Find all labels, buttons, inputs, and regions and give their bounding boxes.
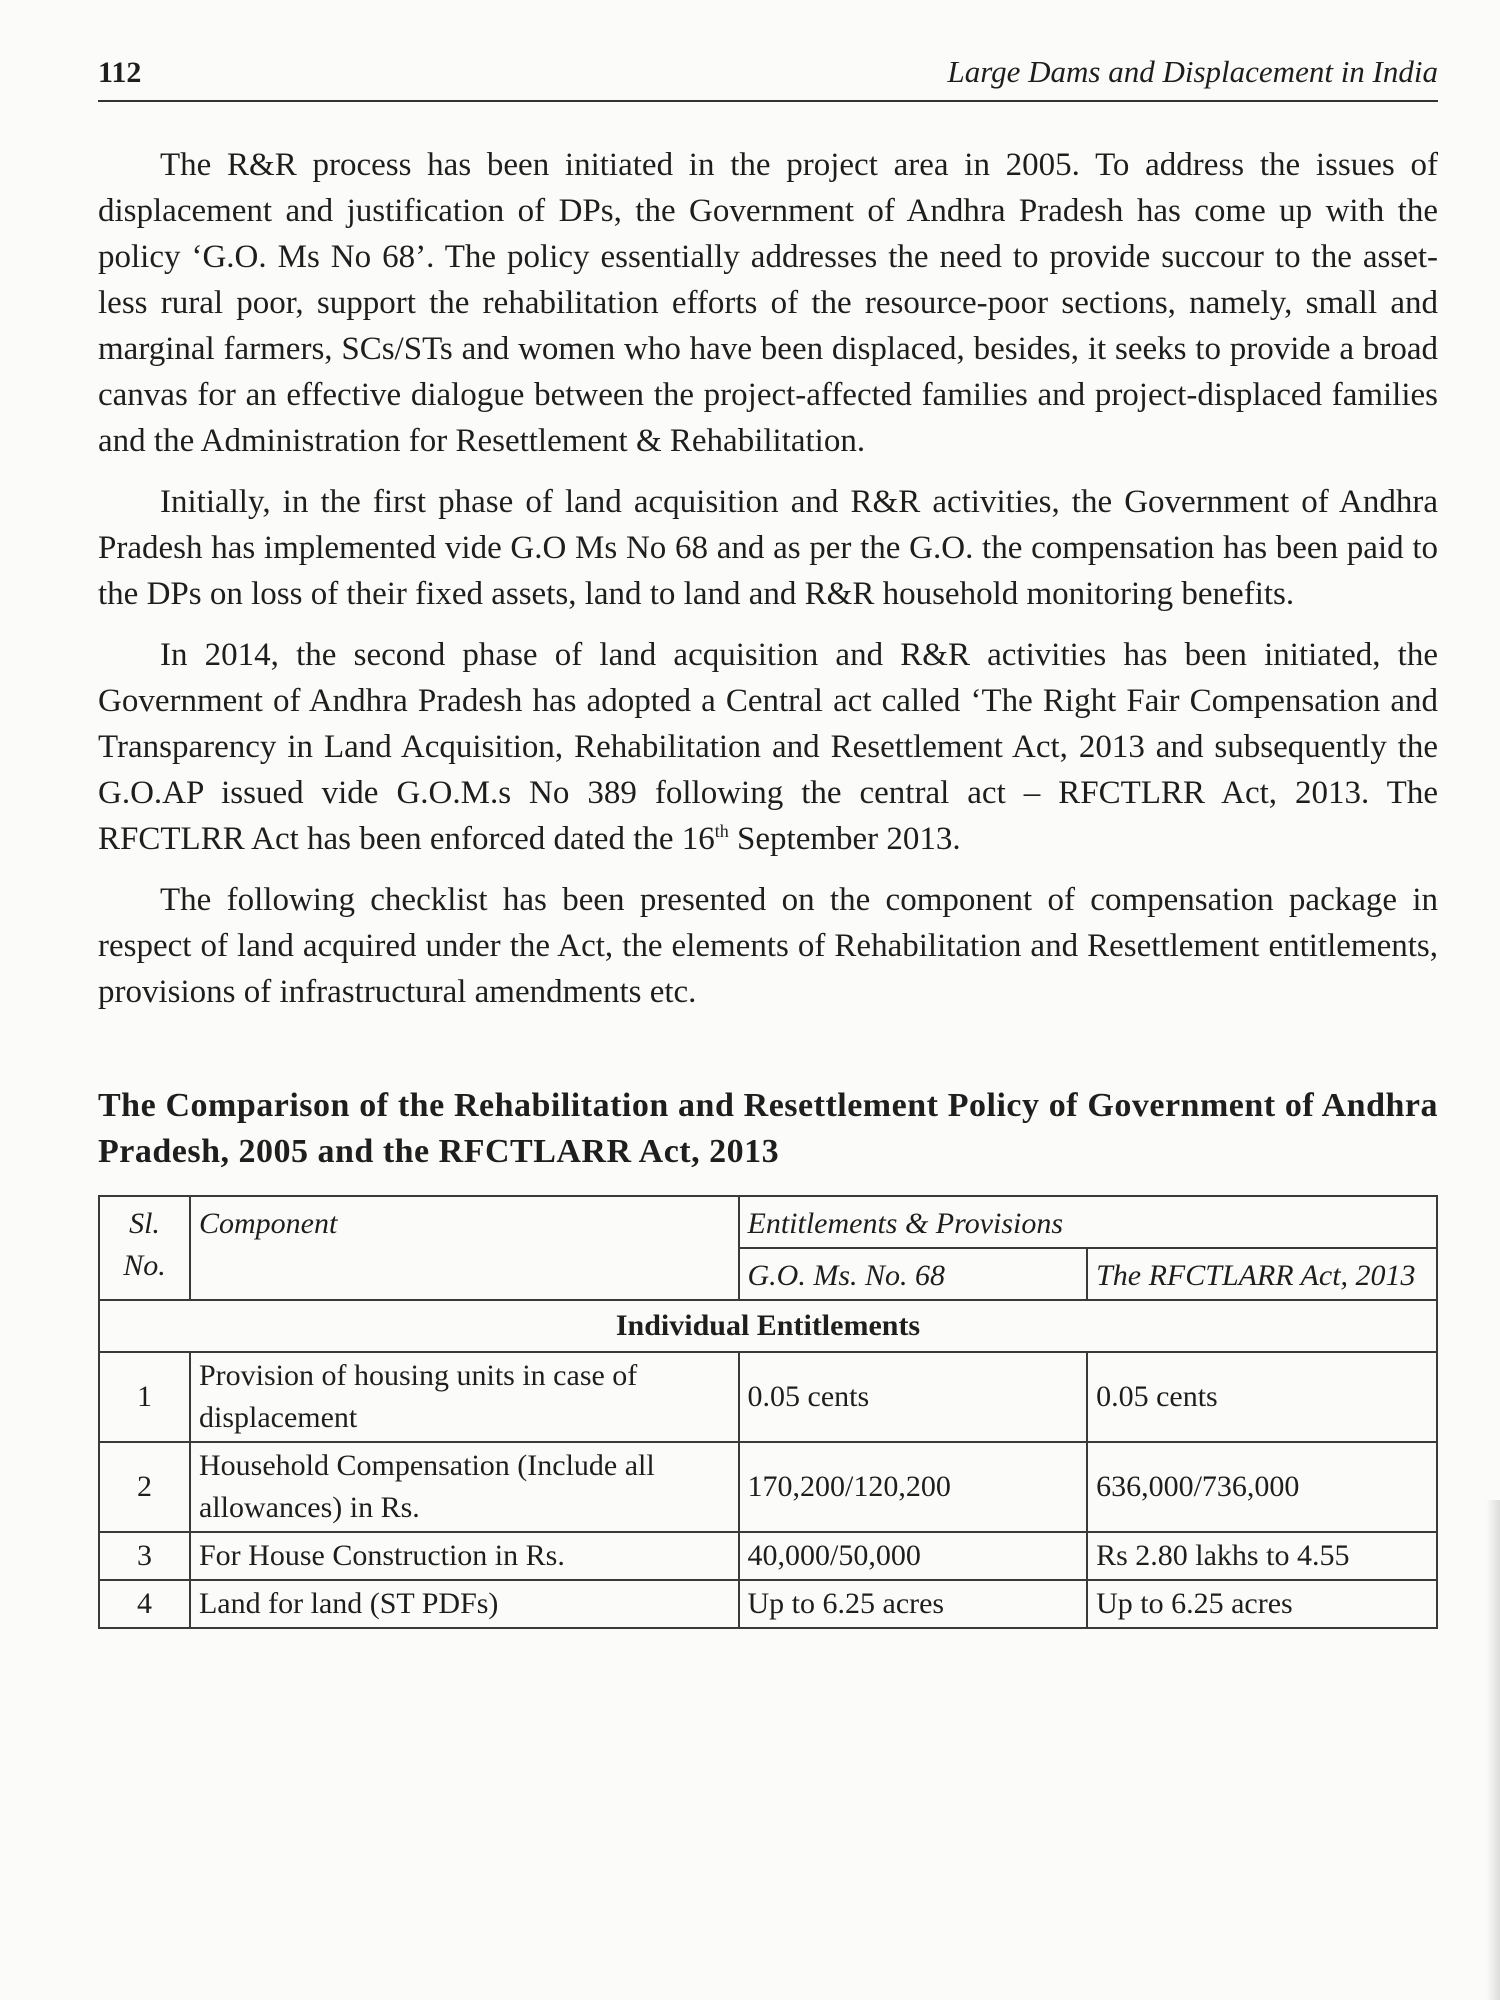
- row-sl: 3: [99, 1532, 190, 1580]
- header-entitlements: Entitlements & Provisions: [739, 1196, 1438, 1248]
- row-component: Land for land (ST PDFs): [190, 1580, 739, 1628]
- ordinal-superscript: th: [714, 821, 729, 841]
- table-row: [99, 1532, 1437, 1580]
- row-go68: 170,200/120,200: [739, 1442, 1088, 1532]
- running-title: Large Dams and Displacement in India: [947, 54, 1438, 89]
- paragraph-checklist: The following checklist has been presented on the component of compensation package in respect of land acquired under the Act, the elements of Rehabilitation and Resettlement entitlements, provisions of infrastructural amendments etc.: [98, 882, 1438, 1010]
- paragraph-second-phase-text: In 2014, the second phase of land acquisition and R&R activities has been initiated, the Government of Andhra Pradesh has adopted a Central act called ‘The Right Fair Compensation and Transparency in Land Acquisition, Rehabilitation and Resettlement Act, 2013 and subsequently the G.O.AP issued vide G.O.M.s No 389 following the central act – RFCTLRR Act, 2013. The RFCTLRR Act has been enforced dated the 16: [98, 637, 1438, 857]
- row-go68: 40,000/50,000: [739, 1532, 1088, 1580]
- row-act2013: 636,000/736,000: [1087, 1442, 1437, 1532]
- section-individual-entitlements: Individual Entitlements: [99, 1300, 1437, 1352]
- row-act2013: Rs 2.80 lakhs to 4.55: [1087, 1532, 1437, 1580]
- row-component: For House Construction in Rs.: [190, 1532, 739, 1580]
- table-title: The Comparison of the Rehabilitation and Resettlement Policy of Government of Andhra Pradesh, 2005 and the RFCTLARR Act, 2013: [98, 1087, 1438, 1170]
- header-act2013: The RFCTLARR Act, 2013: [1087, 1248, 1437, 1300]
- table-header-row: [99, 1196, 1437, 1248]
- header-go68: G.O. Ms. No. 68: [739, 1248, 1088, 1300]
- body-text: [98, 142, 1438, 1015]
- comparison-table: [98, 1195, 1438, 1629]
- paragraph-first-phase: Initially, in the first phase of land acquisition and R&R activities, the Government of Andhra Pradesh has implemented vide G.O Ms No 68 and as per the G.O. the compensation has been paid to the DPs on loss of their fixed assets, land to land and R&R household monitoring benefits.: [98, 484, 1438, 612]
- row-sl: 2: [99, 1442, 190, 1532]
- row-act2013: Up to 6.25 acres: [1087, 1580, 1437, 1628]
- page-number: 112: [98, 56, 142, 89]
- page-header: [98, 40, 1438, 102]
- table-row: [99, 1580, 1437, 1628]
- header-component: Component: [190, 1196, 739, 1300]
- paragraph-rr-process: The R&R process has been initiated in the project area in 2005. To address the issues of displacement and justification of DPs, the Government of Andhra Pradesh has come up with the policy ‘G.O. Ms No 68’. The policy essentially addresses the need to provide succour to the asset-less rural poor, support the rehabilitation efforts of the resource-poor sections, namely, small and marginal farmers, SCs/STs and women who have been displaced, besides, it seeks to provide a broad canvas for an effective dialogue between the project-affected families and project-displaced families and the Administration for Resettlement & Rehabilitation.: [98, 147, 1438, 459]
- row-sl: 1: [99, 1352, 190, 1442]
- page-edge-shadow: [1486, 1500, 1500, 2000]
- table-row: [99, 1352, 1437, 1442]
- header-sl-no: Sl. No.: [99, 1196, 190, 1300]
- section-row: [99, 1300, 1437, 1352]
- paragraph-second-phase-end: September 2013.: [728, 821, 961, 857]
- paragraph-second-phase: [98, 632, 1438, 862]
- table-row: [99, 1442, 1437, 1532]
- row-act2013: 0.05 cents: [1087, 1352, 1437, 1442]
- row-component: Provision of housing units in case of displacement: [190, 1352, 739, 1442]
- row-sl: 4: [99, 1580, 190, 1628]
- book-page: [98, 40, 1438, 1629]
- row-component: Household Compensation (Include all allowances) in Rs.: [190, 1442, 739, 1532]
- row-go68: 0.05 cents: [739, 1352, 1088, 1442]
- row-go68: Up to 6.25 acres: [739, 1580, 1088, 1628]
